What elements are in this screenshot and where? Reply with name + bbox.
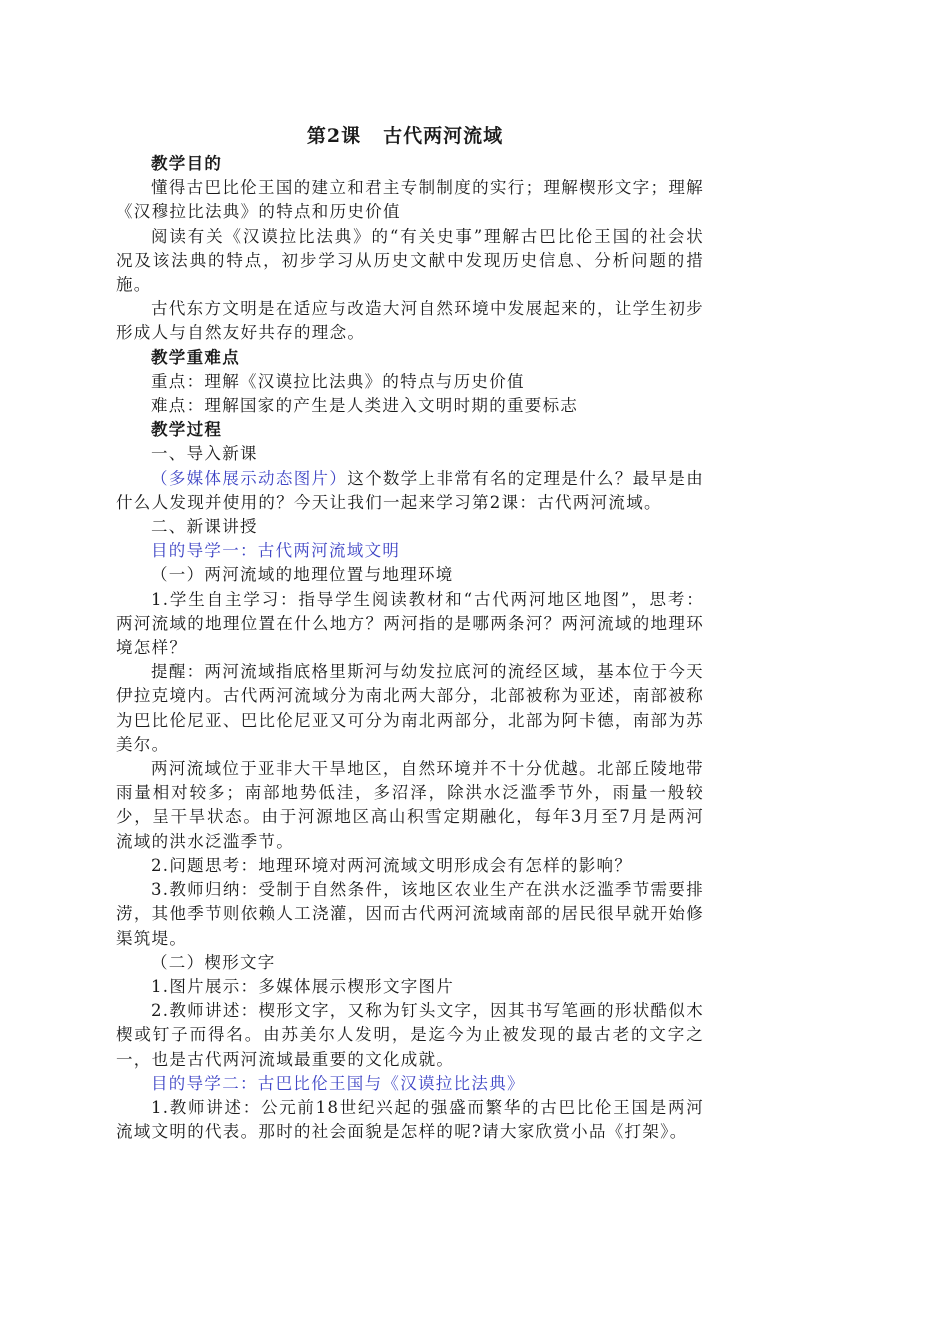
subsection-cuneiform-heading: （二）楔形文字 (151, 952, 276, 972)
lesson-title (116, 122, 704, 150)
intro-paragraph (116, 467, 704, 515)
intro-multimedia-note: （多媒体展示动态图片） (151, 468, 348, 488)
teacher-summary-paragraph: 3.教师归纳：受制于自然条件，该地区农业生产在洪水泛滥季节需要排涝，其他季节则依赖人工浇灌，因而古代两河流域南部的居民很早就开始修渠筑堤。 (116, 880, 704, 948)
question-paragraph: 2.问题思考：地理环境对两河流域文明形成会有怎样的影响？ (151, 855, 633, 875)
document-body (116, 122, 704, 1144)
guide-one-heading: 目的导学一：古代两河流域文明 (151, 541, 401, 561)
heading-goals: 教学目的 (151, 154, 223, 173)
intro-text: 这个数学上非常有名的定理是什么？最早是由什么人发现并使用的？今天让我们一起来学习第2课：古代两河流域。 (116, 468, 705, 512)
babylon-paragraph: 1.教师讲述：公元前18世纪兴起的强盛而繁华的古巴比伦王国是两河流域文明的代表。那时的社会面貌是怎样的呢?请大家欣赏小品《打架》。 (116, 1097, 704, 1142)
section-intro-heading: 一、导入新课 (151, 444, 258, 464)
difficult-point: 难点：理解国家的产生是人类进入文明时期的重要标志 (151, 396, 579, 416)
goal-paragraph-3: 古代东方文明是在适应与改造大河自然环境中发展起来的，让学生初步形成人与自然友好共存的理念。 (116, 299, 704, 343)
lesson-name: 古代两河流域 (383, 125, 504, 147)
cuneiform-explain-paragraph: 2.教师讲述：楔形文字，又称为钉头文字，因其书写笔画的形状酷似木楔或钉子而得名。由苏美尔人发明，是迄今为止被发现的最古老的文字之一，也是古代两河流域最重要的文化成就。 (116, 1001, 704, 1069)
heading-key-points: 教学重难点 (151, 347, 240, 367)
self-study-paragraph: 1.学生自主学习：指导学生阅读教材和“古代两河地区地图”，思考：两河流域的地理位置在什么地方？两河指的是哪两条河？两河流域的地理环境怎样？ (116, 589, 704, 658)
hint-paragraph: 提醒：两河流域指底格里斯河与幼发拉底河的流经区域，基本位于今天伊拉克境内。古代两河流域分为南北两大部分，北部被称为亚述，南部被称为巴比伦尼亚、巴比伦尼亚又可分为南北两部分，北部为阿卡德，南部为苏美尔。 (116, 662, 704, 754)
guide-two-heading: 目的导学二：古巴比伦王国与《汉谟拉比法典》 (151, 1073, 525, 1093)
heading-process: 教学过程 (151, 420, 223, 440)
image-display-paragraph: 1.图片展示：多媒体展示楔形文字图片 (151, 976, 455, 996)
environment-paragraph: 两河流域位于亚非大干旱地区，自然环境并不十分优越。北部丘陵地带雨量相对较多；南部地势低洼，多沼泽，除洪水泛滥季节外，雨量一般较少，呈干旱状态。由于河源地区高山积雪定期融化，每年3月至7月是两河流域的洪水泛滥季节。 (116, 759, 704, 851)
goal-paragraph-1: 懂得古巴比伦王国的建立和君主专制制度的实行；理解楔形文字；理解《汉穆拉比法典》的特点和历史价值 (116, 178, 704, 222)
goal-paragraph-2: 阅读有关《汉谟拉比法典》的“有关史事”理解古巴比伦王国的社会状况及该法典的特点，初步学习从历史文献中发现历史信息、分析问题的措施。 (116, 226, 704, 295)
key-point: 重点：理解《汉谟拉比法典》的特点与历史价值 (151, 371, 525, 391)
subsection-geography-heading: （一）两河流域的地理位置与地理环境 (151, 565, 454, 585)
lesson-number: 第2课 (306, 125, 362, 147)
section-new-lesson-heading: 二、新课讲授 (151, 517, 258, 537)
